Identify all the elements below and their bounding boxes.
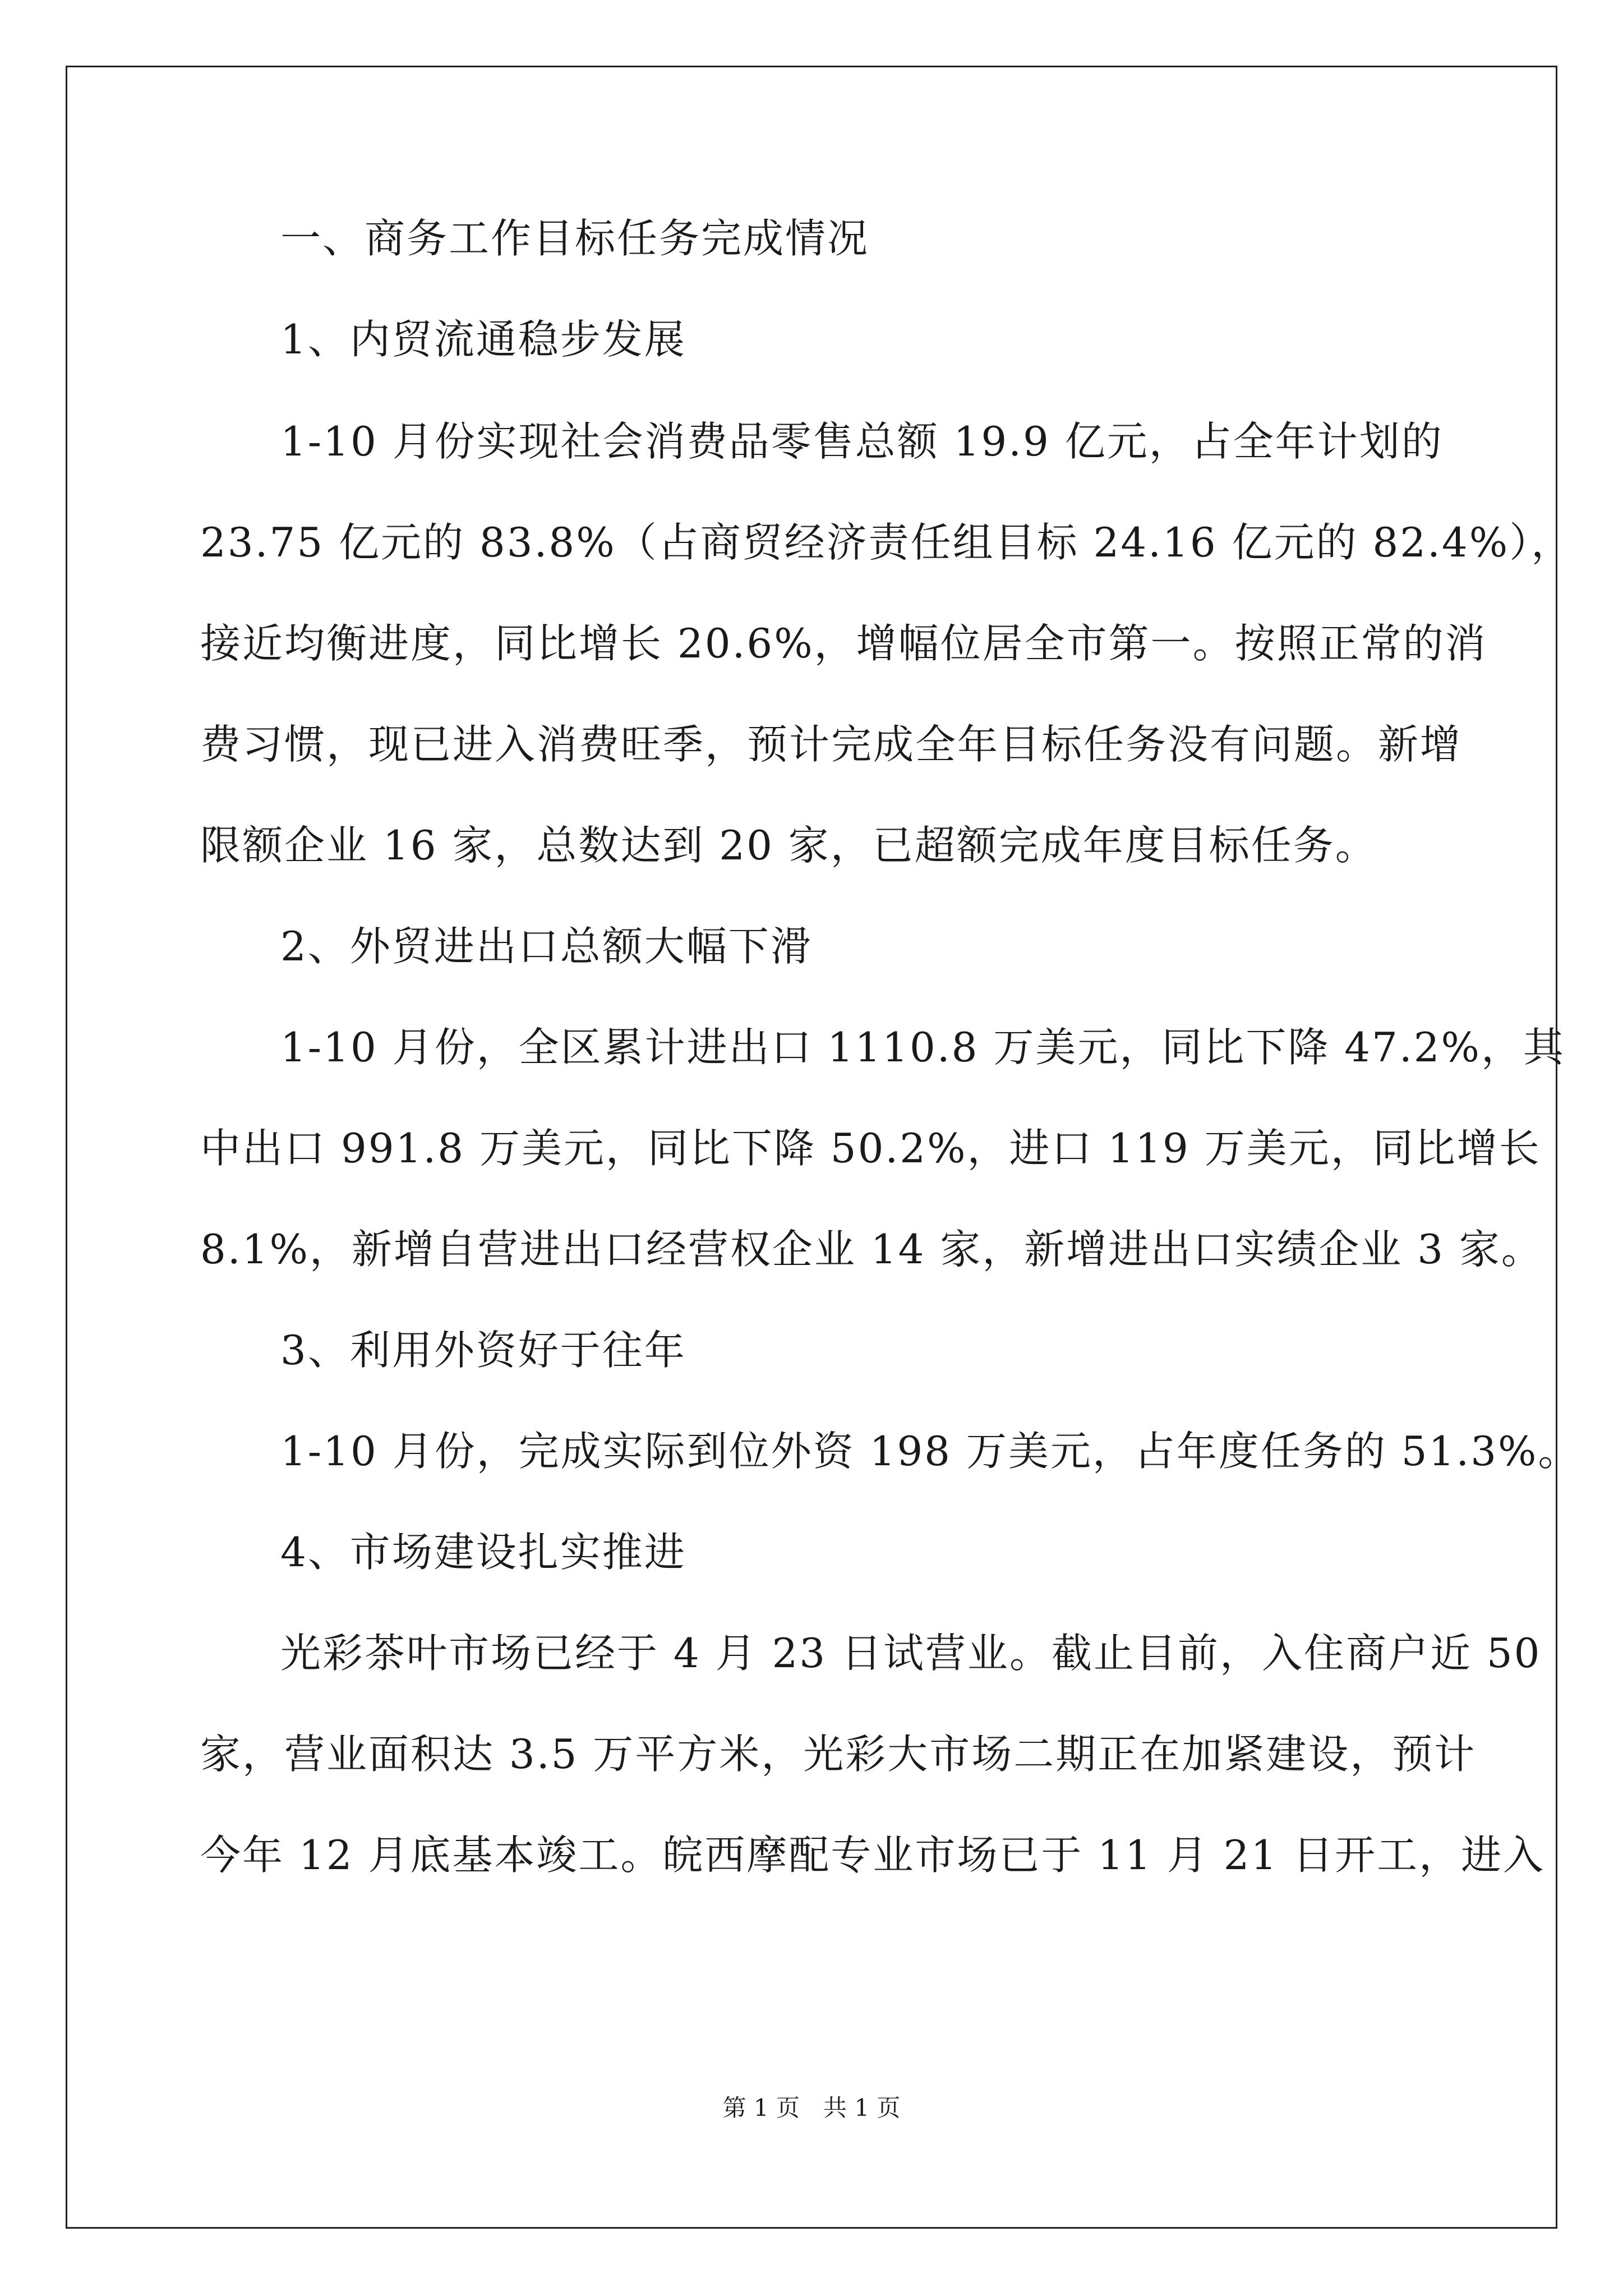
page-footer: 第 1 页 共 1 页 [722,2094,901,2122]
sub3-heading: 3、利用外资好于往年 [280,1327,686,1374]
paragraph-line: 1-10 月份，完成实际到位外资 198 万美元，占年度任务的 51.3%。 [280,1428,1580,1475]
sub1-heading: 1、内贸流通稳步发展 [280,316,686,363]
sub4-heading: 4、市场建设扎实推进 [280,1529,686,1576]
paragraph-line: 今年 12 月底基本竣工。皖西摩配专业市场已于 11 月 21 日开工，进入 [200,1832,1546,1879]
paragraph-line: 家，营业面积达 3.5 万平方米，光彩大市场二期正在加紧建设，预计 [200,1731,1477,1778]
paragraph-line: 1-10 月份，全区累计进出口 1110.8 万美元，同比下降 47.2%，其 [280,1024,1565,1071]
paragraph-line: 1-10 月份实现社会消费品零售总额 19.9 亿元，占全年计划的 [280,418,1444,465]
paragraph-line: 限额企业 16 家，总数达到 20 家，已超额完成年度目标任务。 [200,822,1377,869]
paragraph-line: 23.75 亿元的 83.8%（占商贸经济责任组目标 24.16 亿元的 82.4%）， [200,519,1574,566]
paragraph-line: 接近均衡进度，同比增长 20.6%，增幅位居全市第一。按照正常的消 [200,620,1487,667]
paragraph-line: 中出口 991.8 万美元，同比下降 50.2%，进口 119 万美元，同比增长 [200,1125,1541,1172]
section-heading: 一、商务工作目标任务完成情况 [280,215,870,262]
paragraph-line: 8.1%，新增自营进出口经营权企业 14 家，新增进出口实绩企业 3 家。 [200,1226,1543,1273]
paragraph-line: 费习惯，现已进入消费旺季，预计完成全年目标任务没有问题。新增 [200,721,1463,768]
paragraph-line: 光彩茶叶市场已经于 4 月 23 日试营业。截止目前，入住商户近 50 [280,1630,1542,1677]
sub2-heading: 2、外贸进出口总额大幅下滑 [280,923,813,970]
